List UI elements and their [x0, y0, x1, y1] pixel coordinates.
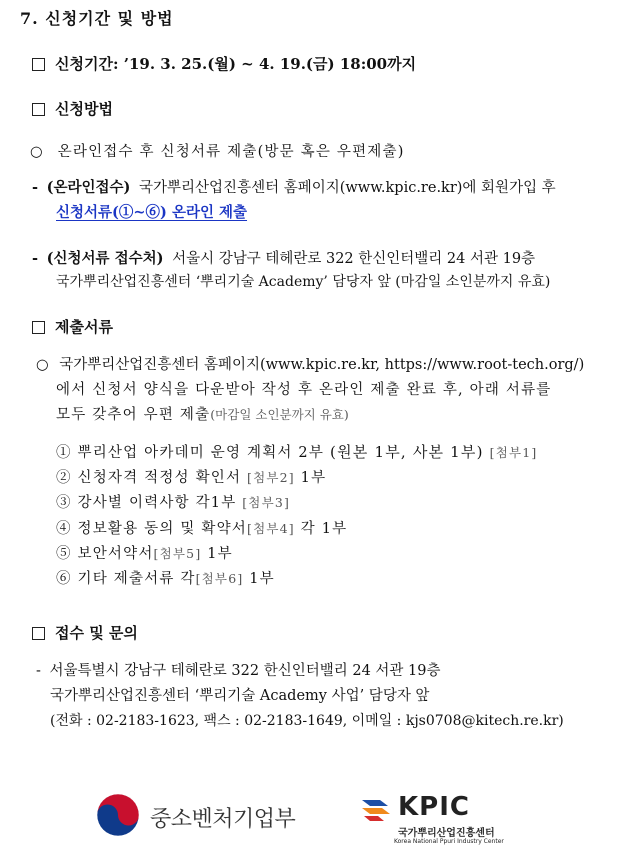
ministry-name: 중소벤처기업부	[150, 807, 296, 832]
list-item: ① 뿌리산업 아카데미 운영 계획서 2부 (원본 1부, 사본 1부) [첨부1]	[56, 443, 538, 461]
documents-bullet-note: (마감일 소인분까지 유효)	[210, 407, 349, 422]
list-item: ③ 강사별 이력사항 각1부 [첨부3]	[56, 495, 291, 511]
online-row	[32, 176, 556, 197]
method-bullet-row	[30, 140, 405, 161]
circle-bullet-icon: ○	[36, 357, 49, 373]
documents-bullet-line2: 에서 신청서 양식을 다운받아 작성 후 온라인 제출 완료 후, 아래 서류를	[56, 382, 552, 398]
method-heading-row	[32, 98, 113, 119]
period-row	[32, 53, 416, 74]
contact-line1: 서울특별시 강남구 테헤란로 322 한신인터밸리 24 서관 19층	[49, 663, 441, 679]
period-label: 신청기간:	[55, 55, 119, 73]
ministry-logo	[96, 793, 140, 841]
place-dash: -	[32, 250, 39, 267]
footer-logos	[0, 780, 621, 850]
circle-bullet-icon: ○	[30, 144, 44, 160]
section-title: 7. 신청기간 및 방법	[20, 9, 174, 28]
kpic-logo	[360, 796, 394, 826]
list-item: ⑤ 보안서약서[첨부5] 1부	[56, 546, 233, 562]
list-item: ④ 정보활용 동의 및 확약서[첨부4] 각 1부	[56, 521, 348, 537]
contact-dash: -	[36, 663, 41, 679]
place-row	[32, 247, 535, 268]
contact-heading-row	[32, 622, 138, 643]
place-text2: 국가뿌리산업진흥센터 ‘뿌리기술 Academy’ 담당자 앞 (마감일 소인분까지 유효)	[56, 274, 551, 290]
method-heading: 신청방법	[55, 100, 113, 118]
checkbox-square-icon	[32, 321, 45, 334]
documents-bullet-line3: 모두 갖추어 우편 제출	[56, 407, 211, 423]
documents-bullet-line3-row	[56, 403, 349, 424]
kpic-english-name: Korea National Ppuri Industry Center	[394, 838, 504, 845]
documents-bullet-line1: 국가뿌리산업진흥센터 홈페이지(www.kpic.re.kr, https://www.root-tech.org/)	[59, 357, 585, 373]
place-label: (신청서류 접수처)	[46, 250, 164, 267]
documents-heading: 제출서류	[55, 318, 113, 336]
period-value: ’19. 3. 25.(월) ~ 4. 19.(금) 18:00까지	[123, 55, 417, 73]
place-text1: 서울시 강남구 테헤란로 322 한신인터밸리 24 서관 19층	[172, 251, 536, 267]
online-submit-link[interactable]: 신청서류(①~⑥) 온라인 제출	[56, 204, 248, 221]
kpic-emblem-icon	[360, 796, 394, 822]
online-label: (온라인접수)	[46, 179, 131, 196]
contact-line3: (전화 : 02-2183-1623, 팩스 : 02-2183-1649, 이메일 : kjs0708@kitech.re.kr)	[50, 713, 564, 729]
contact-line1-row	[36, 659, 441, 680]
checkbox-square-icon	[32, 627, 45, 640]
list-item: ② 신청자격 적정성 확인서 [첨부2] 1부	[56, 470, 327, 486]
documents-heading-row	[32, 316, 113, 337]
online-text: 국가뿌리산업진흥센터 홈페이지(www.kpic.re.kr)에 회원가입 후	[139, 180, 556, 196]
kpic-korean-name: 국가뿌리산업진흥센터	[398, 828, 495, 839]
checkbox-square-icon	[32, 103, 45, 116]
checkbox-square-icon	[32, 58, 45, 71]
method-bullet-text: 온라인접수 후 신청서류 제출(방문 혹은 우편제출)	[57, 144, 405, 160]
taegeuk-emblem-icon	[96, 793, 140, 837]
documents-bullet-row	[36, 353, 584, 374]
contact-line2: 국가뿌리산업진흥센터 ‘뿌리기술 Academy 사업’ 담당자 앞	[50, 688, 430, 704]
kpic-wordmark: KPIC	[398, 792, 470, 822]
online-dash: -	[32, 179, 39, 196]
contact-heading: 접수 및 문의	[55, 624, 138, 642]
list-item: ⑥ 기타 제출서류 각[첨부6] 1부	[56, 571, 275, 587]
